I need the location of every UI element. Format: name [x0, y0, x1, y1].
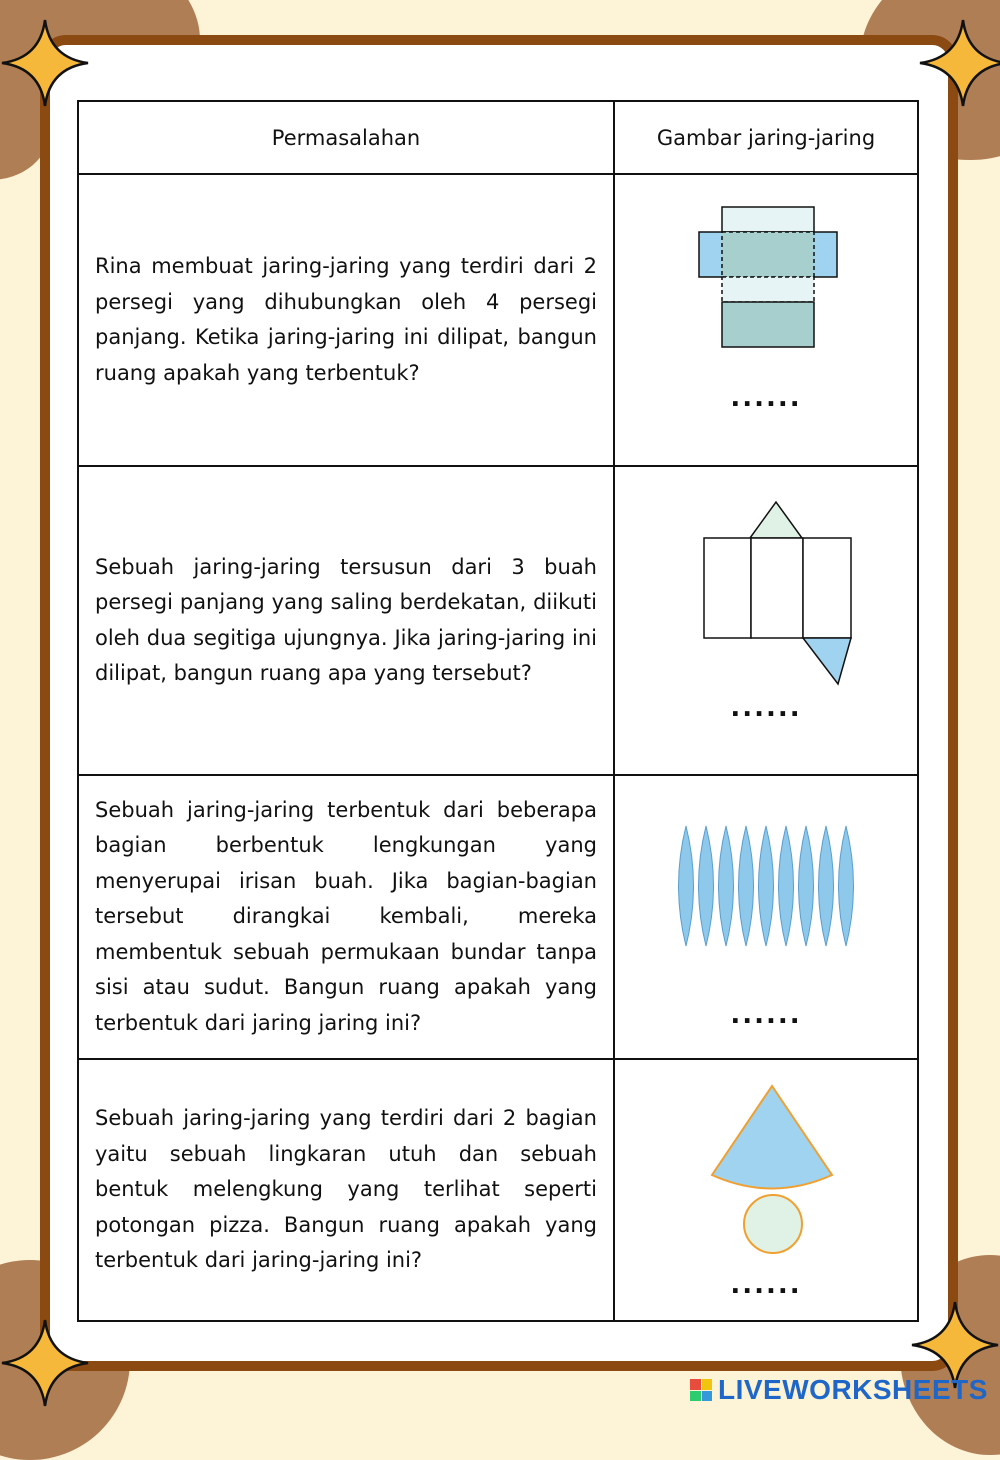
worksheet-table [77, 100, 919, 1322]
answer-blank[interactable]: ...... [730, 383, 802, 413]
sparkle-icon [0, 1318, 90, 1408]
answer-blank[interactable]: ...... [730, 1000, 802, 1030]
net-cell [614, 1059, 918, 1321]
question-text: Rina membuat jaring-jaring yang terdiri dari 2 persegi yang dihubungkan oleh 4 persegi panjang. Ketika jaring-jaring ini dilipat, bangun ruang apakah yang terbentuk? [78, 174, 614, 466]
column-header-net: Gambar jaring-jaring [614, 101, 918, 174]
column-header-problem: Permasalahan [78, 101, 614, 174]
liveworksheets-logo-icon [690, 1379, 712, 1401]
table-row [78, 775, 918, 1059]
sparkle-icon [0, 18, 90, 108]
table-row [78, 466, 918, 775]
net-cell [614, 466, 918, 775]
question-text: Sebuah jaring-jaring tersusun dari 3 buah persegi panjang yang saling berdekatan, diikuti oleh dua segitiga ujungnya. Jika jaring-jaring ini dilipat, bangun ruang apa yang tersebut? [78, 466, 614, 775]
sparkle-icon [918, 18, 1000, 108]
cuboid-net-image [615, 175, 919, 465]
answer-blank[interactable]: ...... [730, 693, 802, 723]
table-row [78, 1059, 918, 1321]
net-cell [614, 174, 918, 466]
liveworksheets-logo [690, 1372, 988, 1408]
answer-blank[interactable]: ...... [730, 1270, 802, 1300]
question-text: Sebuah jaring-jaring yang terdiri dari 2 bagian yaitu sebuah lingkaran utuh dan sebuah bentuk melengkung yang terlihat seperti potongan pizza. Bangun ruang apakah yang terbentuk dari jaring-jaring ini? [78, 1059, 614, 1321]
prism-net-image [615, 468, 919, 774]
question-text: Sebuah jaring-jaring terbentuk dari beberapa bagian berbentuk lengkungan yang menyerupai irisan buah. Jika bagian-bagian tersebut dirangkai kembali, mereka membentuk sebuah permukaan bundar tanpa sisi atau sudut. Bangun ruang apakah yang terbentuk dari jaring jaring ini? [78, 775, 614, 1059]
table-row [78, 174, 918, 466]
net-cell [614, 775, 918, 1059]
brand-name: LIVEWORKSHEETS [718, 1374, 988, 1405]
table-header-row [78, 101, 918, 174]
